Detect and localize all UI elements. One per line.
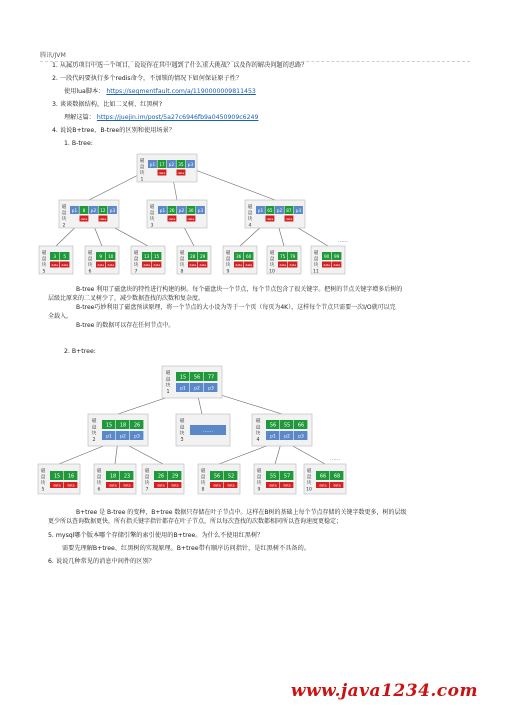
key-value: 35 <box>178 161 184 167</box>
node-label-char: 盘 <box>179 425 185 431</box>
node-label-char: 磁 <box>255 419 261 424</box>
data-label: data <box>333 263 341 267</box>
node-label-char: 磁 <box>139 159 145 164</box>
key-value: 56 <box>213 473 221 480</box>
btree-description <box>48 285 468 330</box>
node-label-char: 2 <box>62 223 66 229</box>
node-label-char: 7 <box>134 269 138 275</box>
node-label-char: 10 <box>306 487 312 493</box>
data-label: data <box>199 263 207 267</box>
reference-link[interactable]: https://segmentfault.com/a/1190000009811453 <box>106 88 256 95</box>
bplus-description <box>48 508 468 526</box>
key-value: 12 <box>100 207 106 213</box>
placeholder-text: …… <box>203 428 213 434</box>
node-label-char: 10 <box>269 269 275 275</box>
node-label-char: 块 <box>256 481 262 487</box>
data-label: data <box>319 483 327 488</box>
data-label: data <box>158 171 166 175</box>
key-value: 77 <box>207 374 215 381</box>
pointer-label: p2 <box>194 386 200 392</box>
pointer-label: p1 <box>106 434 112 440</box>
paragraph-line: 更少所以查询数据更快，所有指关键字指针都存在叶子节点，所以每次查找的次数都相同所以查询速度更稳定； <box>48 518 343 525</box>
node-label-char: 3 <box>180 437 184 443</box>
question-text: 谈谈数据结构，比如二叉树、红黑树? <box>59 101 163 108</box>
question-3 <box>52 101 162 109</box>
paragraph-line: B-tree 利用了磁盘块的特性进行构建的树。每个磁盘块一个节点，每个节点包含了很关键字。把树的节点关键字增多后树的 <box>76 286 403 293</box>
data-label: data <box>266 217 274 221</box>
sub-heading-text: B+tree: <box>71 348 96 355</box>
key-value: 30 <box>188 207 194 213</box>
pointer-label: p2 <box>120 434 126 440</box>
node-label-char: 块 <box>179 263 185 269</box>
pointer-label: p1 <box>71 207 78 213</box>
pointer-label: p3 <box>208 386 214 392</box>
node-label-char: 9 <box>226 269 230 275</box>
pointer-label: p3 <box>197 207 204 213</box>
btree-diagram <box>35 150 355 278</box>
key-value: 75 <box>280 253 286 259</box>
data-label: data <box>107 263 115 267</box>
section-heading: 腾讯/JVM <box>40 50 470 62</box>
node-label-char: 盘 <box>165 377 171 383</box>
node-label-char: 磁 <box>200 469 206 474</box>
node-label-char: 盘 <box>179 257 185 263</box>
data-label: data <box>187 217 195 221</box>
key-value: 56 <box>269 422 277 429</box>
pointer-label: p1 <box>180 386 186 392</box>
node-label-char: 磁 <box>225 251 231 256</box>
node-label-char: 磁 <box>247 205 253 210</box>
node-label-char: 磁 <box>91 419 97 424</box>
node-label-char: 块 <box>91 431 97 437</box>
key-value: 23 <box>123 473 131 480</box>
list-number: 2. <box>52 75 58 82</box>
node-label-char: 磁 <box>96 469 102 474</box>
key-value: 57 <box>283 473 291 480</box>
data-label: data <box>333 483 341 488</box>
question-text: 说说B+tree、B-tree的区别和使用场景？ <box>59 127 175 134</box>
node-label-char: 7 <box>145 487 149 493</box>
list-number: 5. <box>48 532 54 539</box>
paragraph-line: 全载入。 <box>48 313 73 320</box>
key-value: 16 <box>67 473 75 480</box>
answer-5: 需要先理解B+tree、红黑树的实现原理。B+tree带有顺序访问指针，是红黑树不具备的。 <box>62 545 310 552</box>
key-value: 26 <box>133 422 141 429</box>
question-5 <box>48 532 263 540</box>
data-label: data <box>279 263 287 267</box>
bplus-tree-diagram <box>34 362 354 502</box>
data-label: data <box>157 483 165 488</box>
node-label-char: 磁 <box>149 205 155 210</box>
node-label-char: 磁 <box>133 251 139 256</box>
key-value: 15 <box>105 422 113 429</box>
key-value: 68 <box>333 473 341 480</box>
pointer-label: p3 <box>187 161 194 167</box>
node-label-char: 盘 <box>255 425 261 431</box>
node-label-char: 盘 <box>313 257 319 263</box>
answer-3 <box>64 114 258 122</box>
key-value: 65 <box>267 207 273 213</box>
list-number: 6. <box>48 558 54 565</box>
data-label: data <box>168 217 176 221</box>
pointer-label: p2 <box>168 161 175 167</box>
data-label: data <box>171 483 179 488</box>
node-label-char: 磁 <box>61 205 67 210</box>
node-label-char: 块 <box>96 481 102 487</box>
key-value: 79 <box>290 253 296 259</box>
bplus-node <box>252 414 312 446</box>
pointer-label: p3 <box>109 207 116 213</box>
node-label-char: 盘 <box>87 257 93 263</box>
node-label-char: 6 <box>88 269 92 275</box>
node-label-char: 磁 <box>256 469 262 474</box>
key-value: 10 <box>108 253 114 259</box>
sub-heading-text: B-tree: <box>71 140 93 147</box>
node-label-char: 块 <box>41 263 47 269</box>
data-label: data <box>153 263 161 267</box>
question-6 <box>48 558 155 566</box>
site-watermark: www.java1234.com <box>290 681 478 701</box>
node-label-char: 盘 <box>200 475 206 481</box>
data-label: data <box>289 263 297 267</box>
pointer-label: p3 <box>298 434 304 440</box>
paragraph-line: B+tree 是 B-tree 的变种，B+tree 数据只存储在叶子节点中。这样在B树的基础上每个节点存储的关键字数更多，树的层级 <box>76 509 407 516</box>
key-value: 17 <box>159 161 165 167</box>
node-label-char: 9 <box>257 487 261 493</box>
node-label-char: 盘 <box>41 257 47 263</box>
node-label-char: 块 <box>61 217 67 223</box>
paragraph-line: B-tree 的数据可以存在任何节点中。 <box>76 322 175 329</box>
key-value: 13 <box>144 253 150 259</box>
key-value: 56 <box>193 374 201 381</box>
list-number: 1. <box>52 62 58 69</box>
pointer-label: p2 <box>178 207 185 213</box>
pointer-label: p3 <box>134 434 140 440</box>
data-label: data <box>213 483 221 488</box>
node-label-char: 盘 <box>61 211 67 217</box>
key-value: 3 <box>53 253 57 259</box>
node-label-char: 块 <box>255 431 261 437</box>
node-label-char: 块 <box>87 263 93 269</box>
node-label-char: 磁 <box>306 469 312 474</box>
node-label-char: 磁 <box>165 371 171 376</box>
reference-link[interactable]: https://juejin.im/post/5a27c6946fb9a0450909c6249 <box>96 114 259 121</box>
sub-heading-btree <box>64 140 93 148</box>
key-value: 66 <box>297 422 305 429</box>
node-label-char: 盘 <box>133 257 139 263</box>
data-label: data <box>235 263 243 267</box>
node-label-char: 块 <box>247 217 253 223</box>
data-label: data <box>80 217 88 221</box>
data-label: data <box>285 217 293 221</box>
data-label: data <box>61 263 69 267</box>
node-label-char: 盘 <box>91 425 97 431</box>
node-label-char: 11 <box>313 269 319 275</box>
node-label-char: 5 <box>41 487 45 493</box>
node-label-char: 2 <box>92 437 96 443</box>
key-value: 18 <box>109 473 117 480</box>
data-label: data <box>227 483 235 488</box>
pointer-label: p2 <box>90 207 97 213</box>
key-value: 5 <box>63 253 67 259</box>
key-value: 18 <box>119 422 127 429</box>
key-value: 28 <box>190 253 196 259</box>
node-label-char: 块 <box>139 171 145 177</box>
node-label-char: 块 <box>165 383 171 389</box>
key-value: 52 <box>227 473 235 480</box>
node-label-char: 磁 <box>269 251 275 256</box>
question-text: 说说几种常见的消息中间件的区别？ <box>55 558 155 565</box>
question-text: mysql哪个版本哪个存储引擎的索引使用的B+tree。为什么不使用红黑树？ <box>55 532 264 539</box>
node-label-char: 块 <box>179 431 185 437</box>
key-value: 87 <box>286 207 292 213</box>
answer-2 <box>64 88 256 96</box>
node-label-char: 4 <box>256 437 260 443</box>
pointer-label: p2 <box>276 207 283 213</box>
node-label-char: 磁 <box>144 469 150 474</box>
key-value: 29 <box>171 473 179 480</box>
data-label: data <box>109 483 117 488</box>
data-label: data <box>177 171 185 175</box>
node-label-char: 块 <box>225 263 231 269</box>
node-label-char: 磁 <box>87 251 93 256</box>
key-value: 60 <box>246 253 252 259</box>
data-label: data <box>143 263 151 267</box>
node-label-char: 3 <box>150 223 154 229</box>
key-value: 15 <box>53 473 61 480</box>
node-label-char: 4 <box>248 223 252 229</box>
node-label-char: 块 <box>40 481 46 487</box>
node-label-char: 块 <box>269 263 275 269</box>
pointer-label: p3 <box>295 207 302 213</box>
node-label-char: 磁 <box>179 419 185 424</box>
key-value: 9 <box>99 253 103 259</box>
list-number: 2. <box>64 348 70 355</box>
tree-edge <box>190 168 275 200</box>
bplus-node <box>162 366 222 398</box>
more-indicator: …… <box>330 456 340 462</box>
question-text: 一段代码要执行多个redis命令，不加锁的情况下如何保证原子性？ <box>59 75 243 82</box>
pointer-label: p1 <box>257 207 264 213</box>
node-label-char: 盘 <box>247 211 253 217</box>
node-label-char: 盘 <box>149 211 155 217</box>
node-label-char: 8 <box>201 487 205 493</box>
key-value: 15 <box>154 253 160 259</box>
node-label-char: 盘 <box>269 257 275 263</box>
node-label-char: 块 <box>144 481 150 487</box>
key-value: 26 <box>169 207 175 213</box>
question-1 <box>52 62 307 70</box>
sub-heading-bplus <box>64 348 96 356</box>
key-value: 15 <box>179 374 187 381</box>
node-label-char: 6 <box>97 487 101 493</box>
paragraph-line: B-tree巧妙利用了磁盘预读原理，将一个节点的大小设为等于一个页（每页为4K），这样每个节点只需要一次I/O就可以完 <box>76 304 396 311</box>
data-label: data <box>123 483 131 488</box>
key-value: 29 <box>200 253 206 259</box>
answer-label: 使用lua脚本： <box>64 88 105 95</box>
list-number: 4. <box>52 127 58 134</box>
key-value: 99 <box>334 253 340 259</box>
list-number: 1. <box>64 140 70 147</box>
node-label-char: 磁 <box>41 251 47 256</box>
more-indicator: …… <box>338 238 348 244</box>
node-label-char: 盘 <box>96 475 102 481</box>
key-value: 55 <box>283 422 291 429</box>
pointer-label: p1 <box>149 161 156 167</box>
question-text: 从属历项目中选一个项目，说说你在其中遇到了什么重大挑战？以及你的解决问题的思路？ <box>59 62 308 69</box>
data-label: data <box>67 483 75 488</box>
node-label-char: 磁 <box>313 251 319 256</box>
data-label: data <box>283 483 291 488</box>
node-label-char: 盘 <box>256 475 262 481</box>
node-label-char: 盘 <box>225 257 231 263</box>
data-label: data <box>97 263 105 267</box>
pointer-label: p1 <box>270 434 276 440</box>
data-label: data <box>245 263 253 267</box>
data-label: data <box>189 263 197 267</box>
node-label-char: 盘 <box>144 475 150 481</box>
node-label-char: 盘 <box>306 475 312 481</box>
data-label: data <box>51 263 59 267</box>
node-label-char: 块 <box>200 481 206 487</box>
question-4 <box>52 127 175 135</box>
key-value: 36 <box>236 253 242 259</box>
key-value: 8 <box>82 207 86 213</box>
node-label-char: 块 <box>313 263 319 269</box>
node-label-char: 磁 <box>40 469 46 474</box>
node-label-char: 块 <box>306 481 312 487</box>
bplus-node <box>88 414 148 446</box>
key-value: 66 <box>319 473 327 480</box>
list-number: 3. <box>52 101 58 108</box>
answer-label: 理解这篇： <box>64 114 95 121</box>
pointer-label: p1 <box>159 207 166 213</box>
node-label-char: 盘 <box>40 475 46 481</box>
paragraph-line: 层级比原来的二叉树少了，减少数据查找的次数和复杂度。 <box>48 295 205 302</box>
key-value: 90 <box>324 253 330 259</box>
node-label-char: 盘 <box>139 165 145 171</box>
node-label-char: 8 <box>180 269 184 275</box>
data-label: data <box>99 217 107 221</box>
node-label-char: 块 <box>149 217 155 223</box>
key-value: 55 <box>269 473 277 480</box>
node-label-char: 块 <box>133 263 139 269</box>
pointer-label: p2 <box>284 434 290 440</box>
node-label-char: 磁 <box>179 251 185 256</box>
key-value: 26 <box>157 473 165 480</box>
data-label: data <box>323 263 331 267</box>
question-2 <box>52 75 242 83</box>
data-label: data <box>53 483 61 488</box>
data-label: data <box>269 483 277 488</box>
node-label-char: 5 <box>42 269 46 275</box>
node-label-char: 1 <box>166 389 170 395</box>
node-label-char: 1 <box>140 177 144 183</box>
